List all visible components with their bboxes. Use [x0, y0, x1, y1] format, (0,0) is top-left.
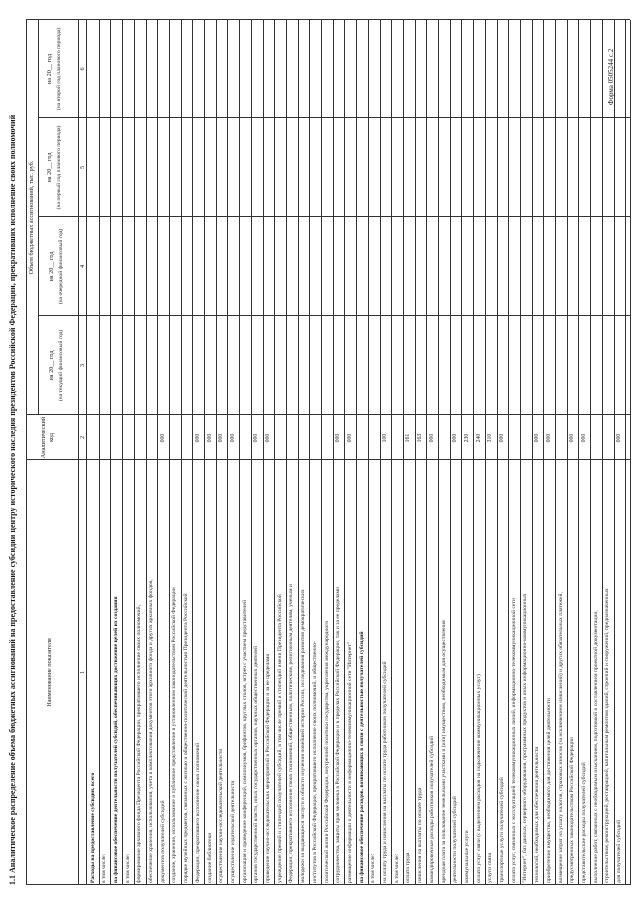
row-divider: [602, 20, 603, 885]
row-divider: [321, 20, 322, 885]
table-row-label: организация и проведение конференций, симпозиумов, брифингов, круглых столов, встреч с участием представителей: [241, 600, 248, 883]
table-top-border: [26, 20, 27, 885]
table-row-code: 161: [405, 433, 412, 443]
table-row-code: 000: [346, 433, 353, 443]
row-divider: [426, 20, 427, 885]
table-row-code: 240: [475, 433, 482, 443]
header-year-current-note: (на текущий финансовый год): [58, 329, 64, 402]
table-row-code: 000: [229, 433, 236, 443]
table-row-label: создание библиотеки: [206, 832, 213, 883]
table-row-label: на финансовое обеспечение расходов, возникающих в связи с деятельностью получателей субсидий: [358, 631, 365, 883]
row-divider: [169, 20, 170, 885]
table-row-label: осуществление научно-исследовательской деятельности: [218, 748, 225, 883]
table-row-code: 230: [463, 433, 470, 443]
row-divider: [239, 20, 240, 885]
table-row-code: 000: [159, 433, 166, 443]
header-amount-group: Объем бюджетных ассигнований, тыс. руб.: [28, 160, 35, 275]
table-row-code: 000: [218, 433, 225, 443]
row-divider: [274, 20, 275, 885]
form-code: Форма 0505244 с.2: [607, 48, 615, 105]
header-year-plan1: на 20__ год: [46, 152, 53, 183]
row-divider: [625, 20, 626, 885]
row-divider: [380, 20, 381, 885]
row-divider: [578, 20, 579, 885]
table-row-label: возмещение затрат на уплату налогов, страховых взносов (за исключением начислений) и других обязательных платежей,: [557, 592, 564, 883]
row-divider: [157, 20, 158, 885]
amount-col-divider: [26, 414, 630, 415]
header-name: Наименование показателя: [46, 638, 53, 707]
colnum-6: 6: [79, 67, 86, 71]
table-row-label: Расходы на предоставление субсидии, всего: [89, 772, 96, 883]
row-divider: [134, 20, 135, 885]
section-title: 1.1 Аналитическое распределение объема бюджетных ассигнований на предоставление субсидии центру исторического наследия президентов Российской Федерации, прекративших исполнение своих полномочий: [8, 114, 17, 885]
row-divider: [450, 20, 451, 885]
table-row-label: строительством, реконструкцией, реставрацией, капитальным ремонтом зданий, строений и сооружений, предназначенных: [604, 588, 611, 883]
table-row-label: оплата труда: [405, 852, 412, 883]
row-divider: [263, 20, 264, 885]
table-row-label: арендная плата за пользование земельными участками и (или) имуществом, необходимым для осуществления: [440, 620, 447, 883]
table-row-code: 000: [452, 433, 459, 443]
table-row-label: в том числе:: [393, 853, 400, 883]
colnum-5: 5: [79, 165, 86, 170]
table-left-border: [26, 884, 630, 885]
header-year-next: на 20__ год: [48, 251, 55, 282]
table-row-label: на финансовое обеспечение деятельности получателей субсидий, обеспечивающих достижение целей их создания: [112, 596, 119, 883]
y4-col-divider: [38, 117, 630, 118]
row-divider: [333, 20, 334, 885]
row-divider: [485, 20, 486, 885]
table-row-label: транспортные услуги получателей субсидий: [499, 777, 505, 883]
row-divider: [614, 20, 615, 885]
row-divider: [497, 20, 498, 885]
row-divider: [567, 20, 568, 885]
row-divider: [415, 20, 416, 885]
table-row-label: представительские расходы получателей субсидий: [580, 762, 587, 883]
table-row-label: на оплату труда и начисления на выплаты по оплате труда работников получателей субсидий: [382, 661, 388, 883]
colnum-1: 1: [79, 670, 86, 675]
row-divider: [122, 20, 123, 885]
table-row-label: командировочные расходы работников получателей субсидий: [428, 735, 435, 883]
table-row-label: коммунальные услуги: [463, 830, 470, 883]
row-divider: [532, 20, 533, 885]
table-row-label: приобретение имущества, необходимого для достижения целей деятельности: [545, 698, 552, 883]
table-row-label: сотрудничества, защиты прав человека в Российской Федерации и в пределах Российской Федерации, так и за ее пределами: [335, 586, 342, 883]
table-row-label: технологий, необходимых для обеспечения деятельности: [534, 746, 541, 883]
row-divider: [216, 20, 217, 885]
table-row-label: в том числе:: [370, 853, 377, 883]
row-divider: [461, 20, 462, 885]
table-row-label: в том числе:: [101, 853, 108, 883]
row-divider: [403, 20, 404, 885]
row-divider: [356, 20, 357, 885]
header-year-current: на 20__ год: [48, 350, 55, 381]
row-divider: [99, 20, 100, 885]
row-divider: [251, 20, 252, 885]
table-row-label: для получателей субсидий: [616, 820, 622, 883]
table-row-label: оплата услуг связи (с выделением расходов на подключение коммуникационных услуг): [475, 674, 482, 883]
table-row-label: проведение научно-исследовательских мероприятий в Российской Федерации и за ее пределами: [265, 653, 271, 883]
colnum-3: 3: [79, 363, 86, 368]
table-row-code: 000: [569, 433, 576, 443]
table-row-code: 000: [534, 433, 541, 443]
table-row-code: 163: [417, 433, 424, 443]
row-divider: [590, 20, 591, 885]
row-divider: [438, 20, 439, 885]
table-row-code: 000: [335, 433, 342, 443]
row-divider: [204, 20, 205, 885]
table-row-label: политической жизни Российской Федерации, внутренней политики государства, укрепления международного: [323, 620, 330, 883]
row-divider: [520, 20, 521, 885]
row-divider: [543, 20, 544, 885]
row-divider: [146, 20, 147, 885]
table-row-code: 000: [253, 433, 260, 443]
table-row-label: создание, хранение, использование и публичное представление в установленном законодательством Российской Федерации: [171, 587, 178, 883]
row-divider: [473, 20, 474, 885]
table-row-code: 000: [545, 433, 552, 443]
table-right-border: [26, 19, 630, 20]
header-year-plan1-note: (на первый год планового периода): [56, 125, 62, 210]
table-row-label: институтов в Российской Федерации, прекратившего исполнение своих полномочий, и общественно-: [311, 641, 318, 883]
row-divider: [344, 20, 345, 885]
table-row-code: 100: [382, 433, 388, 443]
row-divider: [391, 20, 392, 885]
table-row-label: Федерации, прекратившего исполнение своих полномочий, общественным, политическим, религиозным деятелям, ученым и: [288, 584, 295, 883]
row-divider: [192, 20, 193, 885]
table-row-code: 000: [616, 433, 622, 443]
group-header-divider: [38, 20, 39, 415]
table-row-label: в том числе:: [124, 853, 131, 883]
table-row-code: 000: [428, 433, 435, 443]
header-code: Аналитический код: [40, 416, 55, 459]
table-row-code: 000: [206, 433, 213, 443]
header-year-plan2-note: (на второй год планового периода): [56, 27, 62, 111]
table-row-label: предусмотренных законодательством Российской Федерации: [569, 737, 576, 883]
table-row-label: выполнение работ, связанных с необходимым изысканием, подготовкой и составлением проектной документации,: [592, 610, 599, 883]
colnum-4: 4: [79, 264, 86, 269]
row-divider: [286, 20, 287, 885]
table-row-label: услуги связи: [487, 852, 494, 883]
table-row-code: 310: [487, 433, 494, 443]
table-row-code: 000: [194, 433, 201, 443]
table-row-label: Федерации, прекратившего исполнение своих полномочий: [194, 742, 201, 883]
table-row-label: учреждение премий и стипендий получателей субсидий, в том числе премий и стипендий имени Президента Российской: [276, 594, 283, 883]
row-divider: [110, 20, 111, 885]
y3-col-divider: [38, 216, 630, 217]
table-row-label: документов получателей субсидий: [159, 800, 166, 883]
row-divider: [181, 20, 182, 885]
table-row-label: оплата услуг, связанных с эксплуатацией телекоммуникационных линий, информационно-телекоммуникационной сети: [510, 598, 517, 883]
y2-col-divider: [38, 315, 630, 316]
table-row-label: формирование архивного фонда Президента Российской Федерации, прекратившего исполнение своих полномочий,: [136, 605, 143, 883]
table-row-code: 000: [580, 433, 587, 443]
table-bottom-border: [630, 20, 631, 885]
table-row-label: обеспечение хранения, использования, учета и комплектования документов этого архивного фонда и других архивных фондов,: [148, 579, 154, 883]
row-divider: [298, 20, 299, 885]
colnum-2: 2: [79, 435, 86, 440]
table-row-label: осуществление издательской деятельности: [229, 780, 236, 883]
row-divider: [555, 20, 556, 885]
table-row-label: "Интернет", баз данных, серверного оборудования, программных продуктов и иных информационно-коммуникационных: [522, 593, 529, 883]
header-year-next-note: (на очередной финансовый год): [58, 228, 64, 305]
row-divider: [508, 20, 509, 885]
table-row-label: начисления на выплаты по оплате труда: [417, 787, 424, 883]
table-row-label: размещение информации о деятельности в информационно-телекоммуникационной сети "Интернет": [346, 641, 353, 883]
table-row-label: порядке музейных предметов, связанных с жизнью и общественно-политической деятельностью Президента Российской: [183, 593, 190, 883]
table-row-code: 000: [499, 433, 505, 443]
table-row-label: молодежи за выдающиеся заслуги в области изучения новейшей истории России, исследования развития демократических: [300, 589, 307, 883]
row-divider: [227, 20, 228, 885]
table-row-code: 000: [265, 433, 271, 443]
header-year-plan2: на 20__ год: [46, 54, 53, 84]
row-divider: [309, 20, 310, 885]
table-row-label: органов государственной власти, иных государственных органов, научных общественных деятелей: [253, 646, 260, 883]
table-row-label: деятельности получателей субсидий: [452, 796, 459, 883]
row-divider: [368, 20, 369, 885]
colnum-bottom-border: [86, 20, 87, 885]
